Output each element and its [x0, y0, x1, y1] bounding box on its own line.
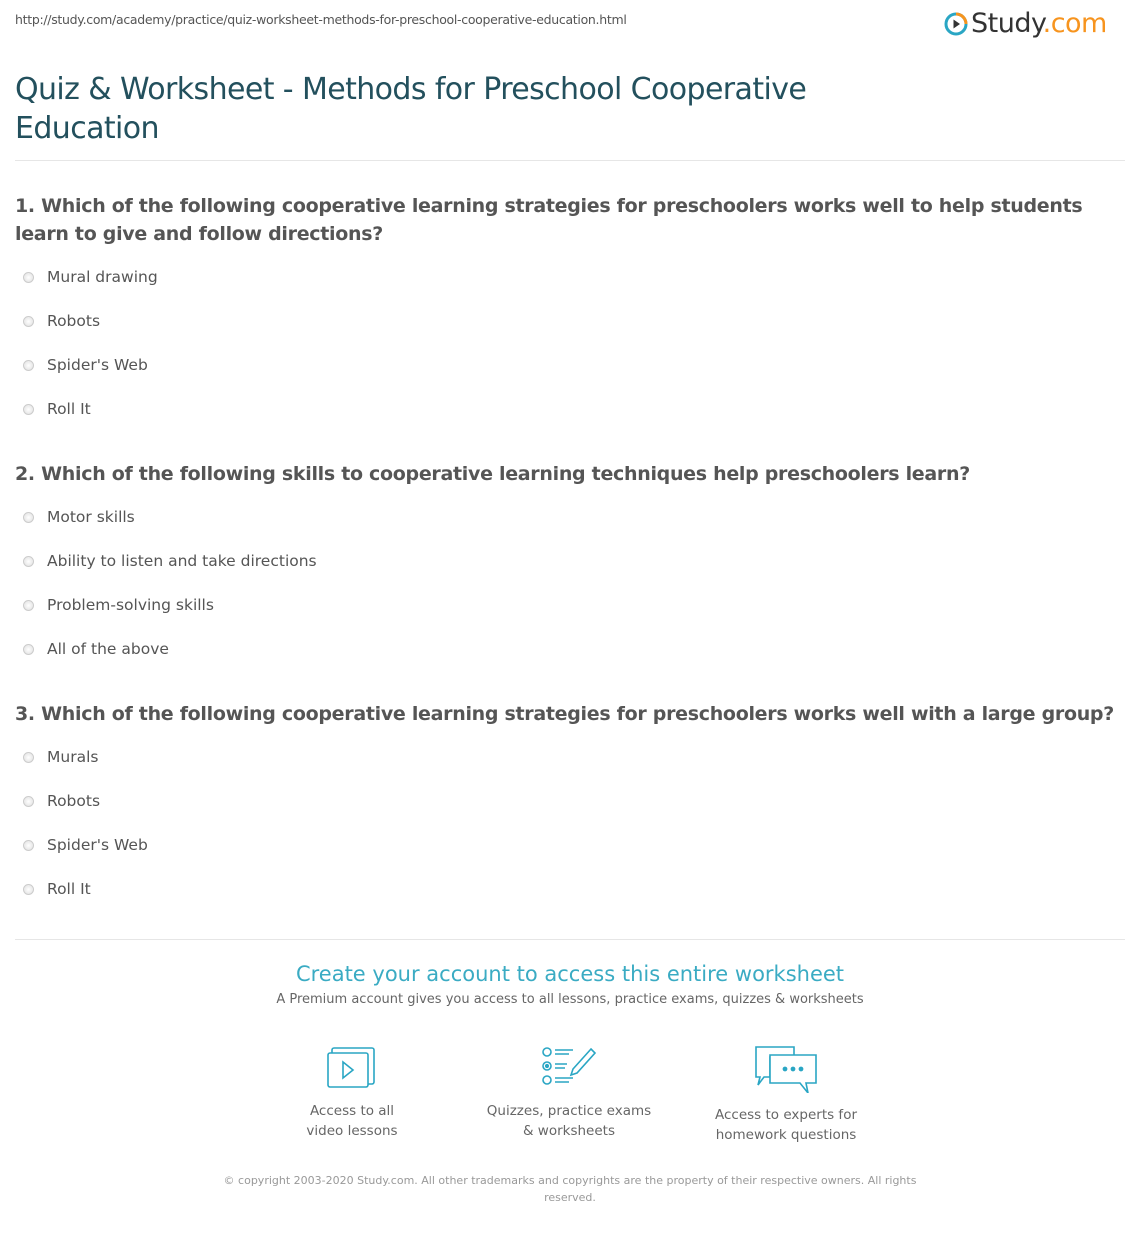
radio-button[interactable] [23, 272, 34, 283]
divider [15, 939, 1125, 940]
feature-quizzes [469, 1045, 669, 1141]
radio-button[interactable] [23, 840, 34, 851]
feature-label: Access to all [309, 1103, 395, 1119]
radio-button[interactable] [23, 644, 34, 655]
feature-label: Quizzes, practice exams [486, 1103, 652, 1119]
play-logo-icon [944, 12, 968, 36]
feature-label: video lessons [306, 1123, 398, 1139]
feature-experts [686, 1045, 886, 1145]
answer-option[interactable] [15, 387, 1115, 431]
radio-button[interactable] [23, 600, 34, 611]
study-logo[interactable] [944, 8, 1107, 39]
divider [15, 160, 1125, 161]
feature-video-lessons [252, 1045, 452, 1141]
radio-button[interactable] [23, 360, 34, 371]
option-label: Ability to listen and take directions [47, 552, 317, 570]
radio-button[interactable] [23, 404, 34, 415]
answer-option[interactable] [15, 867, 1115, 911]
option-label: Spider's Web [47, 836, 148, 854]
feature-label: & worksheets [522, 1123, 615, 1139]
option-label: Roll It [47, 880, 91, 898]
option-label: All of the above [47, 640, 169, 658]
option-label: Robots [47, 792, 101, 810]
answer-option[interactable] [15, 495, 1115, 539]
answer-option[interactable] [15, 539, 1115, 583]
cta-subtitle: A Premium account gives you access to all lessons, practice exams, quizzes & worksheets [276, 992, 864, 1007]
question-2 [15, 460, 1115, 671]
answer-option[interactable] [15, 299, 1115, 343]
question-text: 1. Which of the following cooperative learning strategies for preschoolers works well to help students learn to give and follow directions? [15, 195, 1083, 245]
feature-label: homework questions [715, 1127, 857, 1143]
answer-option[interactable] [15, 823, 1115, 867]
answer-option[interactable] [15, 343, 1115, 387]
chat-bubbles-icon [754, 1045, 818, 1093]
radio-button[interactable] [23, 556, 34, 567]
logo-name: Study [971, 8, 1043, 39]
option-label: Murals [47, 748, 99, 766]
page-url: http://study.com/academy/practice/quiz-worksheet-methods-for-preschool-cooperative-education.html [15, 12, 627, 27]
answer-option[interactable] [15, 627, 1115, 671]
radio-button[interactable] [23, 884, 34, 895]
option-label: Roll It [47, 400, 91, 418]
page-title: Quiz & Worksheet - Methods for Preschool Cooperative Education [15, 72, 807, 146]
answer-option[interactable] [15, 779, 1115, 823]
answer-option[interactable] [15, 735, 1115, 779]
question-3 [15, 700, 1115, 911]
radio-button[interactable] [23, 752, 34, 763]
question-1 [15, 192, 1115, 431]
option-label: Mural drawing [47, 268, 158, 286]
video-lessons-icon [326, 1045, 378, 1089]
logo-tld: .com [1042, 8, 1107, 39]
answer-option[interactable] [15, 255, 1115, 299]
option-label: Problem-solving skills [47, 596, 214, 614]
question-text: 2. Which of the following skills to cooperative learning techniques help preschoolers learn? [15, 463, 970, 485]
radio-button[interactable] [23, 316, 34, 327]
answer-option[interactable] [15, 583, 1115, 627]
radio-button[interactable] [23, 796, 34, 807]
copyright-footer: © copyright 2003-2020 Study.com. All other trademarks and copyrights are the property of their respective owners. All rights reserved. [223, 1174, 917, 1204]
radio-button[interactable] [23, 512, 34, 523]
feature-label: Access to experts for [714, 1107, 857, 1123]
quiz-checklist-icon [541, 1045, 597, 1089]
question-text: 3. Which of the following cooperative learning strategies for preschoolers works well with a large group? [15, 703, 1114, 725]
option-label: Motor skills [47, 508, 135, 526]
option-label: Spider's Web [47, 356, 148, 374]
create-account-link[interactable]: Create your account to access this entire worksheet [295, 962, 845, 986]
option-label: Robots [47, 312, 101, 330]
